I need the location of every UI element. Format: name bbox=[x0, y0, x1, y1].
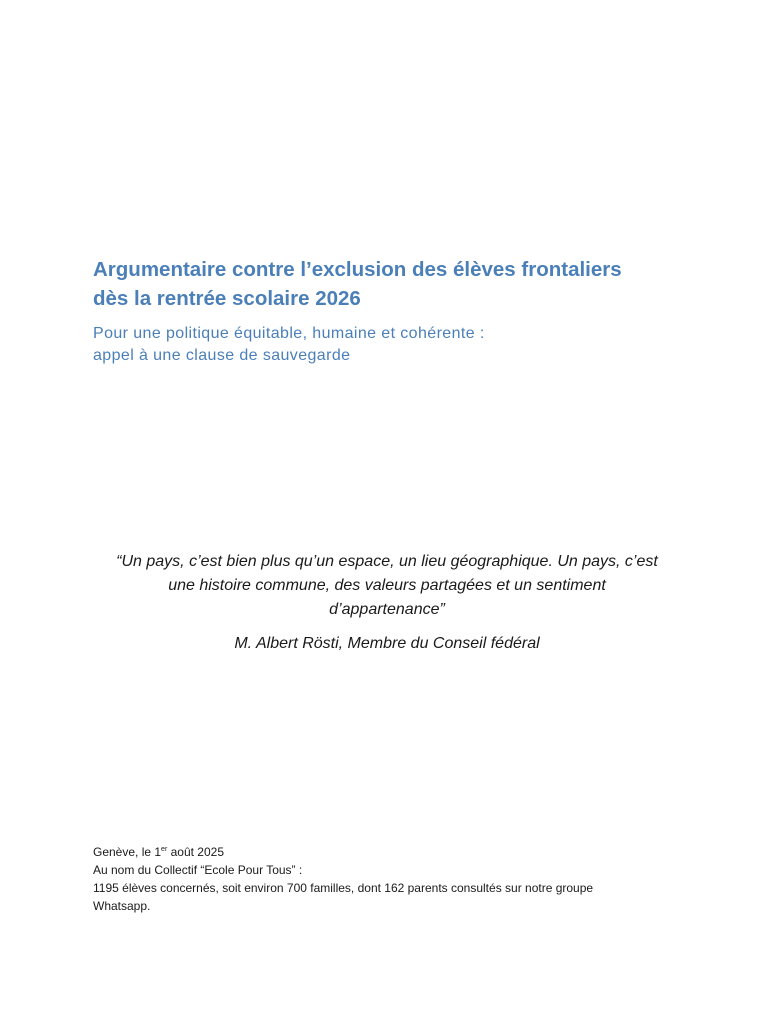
date-suffix: août 2025 bbox=[167, 845, 224, 859]
title-line-1: Argumentaire contre l’exclusion des élèves frontaliers bbox=[93, 258, 622, 281]
document-title bbox=[93, 255, 733, 313]
quote-line-1: “Un pays, c’est bien plus qu’un espace, un lieu géographique. Un pays, c’est bbox=[116, 553, 658, 570]
date-line bbox=[93, 843, 693, 861]
title-block bbox=[93, 255, 733, 367]
quote-line-3: d’appartenance” bbox=[329, 601, 445, 618]
collective-line: Au nom du Collectif “Ecole Pour Tous” : bbox=[93, 863, 303, 877]
quote-author: M. Albert Rösti, Membre du Conseil fédéral bbox=[234, 635, 540, 652]
subtitle-line-1: Pour une politique équitable, humaine et cohérente : bbox=[93, 325, 485, 342]
epigraph-quote bbox=[80, 550, 694, 622]
document-subtitle bbox=[93, 323, 733, 367]
footer-block bbox=[93, 843, 693, 915]
title-line-2: dès la rentrée scolaire 2026 bbox=[93, 287, 361, 310]
stats-line-2: Whatsapp. bbox=[93, 899, 151, 913]
date-prefix: Genève, le 1 bbox=[93, 845, 162, 859]
quote-line-2: une histoire commune, des valeurs partagées et un sentiment bbox=[168, 577, 606, 594]
quote-block bbox=[80, 550, 694, 656]
stats-line-1: 1195 élèves concernés, soit environ 700 familles, dont 162 parents consultés sur notre groupe bbox=[93, 881, 594, 895]
subtitle-line-2: appel à une clause de sauvegarde bbox=[93, 347, 351, 364]
date-superscript: er bbox=[161, 846, 168, 853]
